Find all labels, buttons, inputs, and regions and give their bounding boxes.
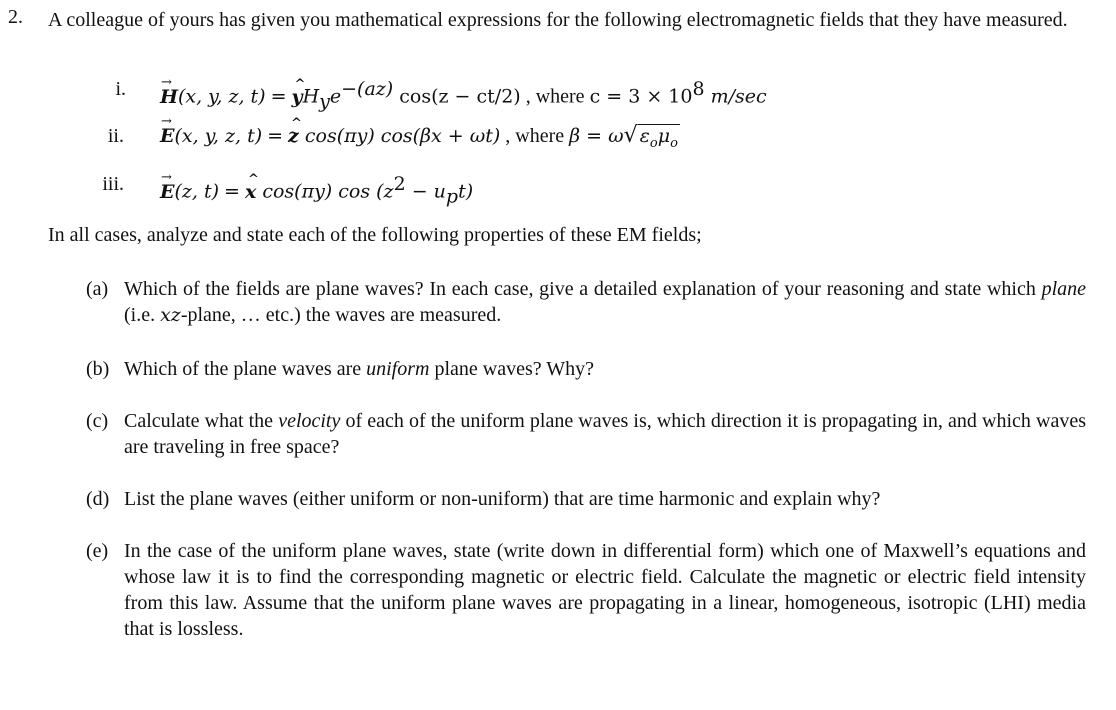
e-vector-symbol: → E — [160, 177, 174, 207]
part-label: (d) — [86, 488, 110, 510]
instruction-statement: In all cases, analyze and state each of the following properties of these EM fields; — [48, 224, 702, 246]
part-label: (c) — [86, 410, 109, 432]
part-text: Which of the fields are plane waves? In each case, give a detailed explanation of your reasoning and state which plane (i.e. xz-plane, … etc.) the waves are measured. — [124, 278, 1086, 326]
equation-number: ii. — [107, 125, 124, 147]
question-intro: A colleague of yours has given you mathematical expressions for the following electromagnetic fields that they have measured. — [48, 9, 1068, 31]
part-text: Which of the plane waves are uniform plane waves? Why? — [124, 358, 595, 380]
part-label: (e) — [86, 540, 109, 562]
part-label: (a) — [86, 278, 109, 300]
part-label: (b) — [86, 358, 110, 380]
part-text: In the case of the uniform plane waves, state (write down in differential form) which one of Maxwell’s equations and whose law it is to find the corresponding magnetic or electric field. Calculate the magnetic or electric field intensity from this law. Assume that the uniform plane waves are propagating in a linear, homogeneous, isotropic (LHI) media that is lossless. — [124, 540, 1086, 640]
part-e — [86, 538, 1086, 642]
sqrt-icon: √ — [623, 123, 638, 148]
unit-vector-z: ^ z — [288, 121, 299, 151]
e-vector-symbol: → E — [160, 121, 174, 151]
part-b — [86, 356, 1086, 382]
part-c — [86, 408, 1086, 460]
part-a — [86, 276, 1086, 328]
sqrt-radicand: $\varepsilon_o\mu_o$ — [638, 124, 680, 155]
part-text: List the plane waves (either uniform or non-uniform) that are time harmonic and explain why? — [124, 488, 881, 510]
equation-number: i. — [115, 78, 126, 100]
equation-e-field-2: → E(z, t) = ^ x cos(πy) $\cos (z^2 - u_pt)$ — [160, 169, 473, 212]
equation-number: iii. — [102, 173, 124, 195]
unit-vector-y: ^ y — [292, 82, 303, 112]
part-d — [86, 486, 1086, 512]
h-vector-symbol: → H — [160, 82, 178, 112]
equation-h-field: → H(x, y, z, t) = ^ $yH_ye^{-(az)}$ cos(z − ct/2) , where $c = 3 \times 10^8$ m/sec — [160, 74, 767, 117]
unit-vector-x: ^ x — [245, 177, 256, 207]
question-number: 2. — [8, 6, 23, 28]
part-text: Calculate what the velocity of each of the uniform plane waves is, which direction it is propagating in, and which waves are traveling in free space? — [124, 410, 1087, 458]
equation-e-field-1: → E(x, y, z, t) = ^ z cos(πy) cos(βx + ωt) , where β = ω√ $\varepsilon_o\mu_o$ — [160, 121, 680, 155]
